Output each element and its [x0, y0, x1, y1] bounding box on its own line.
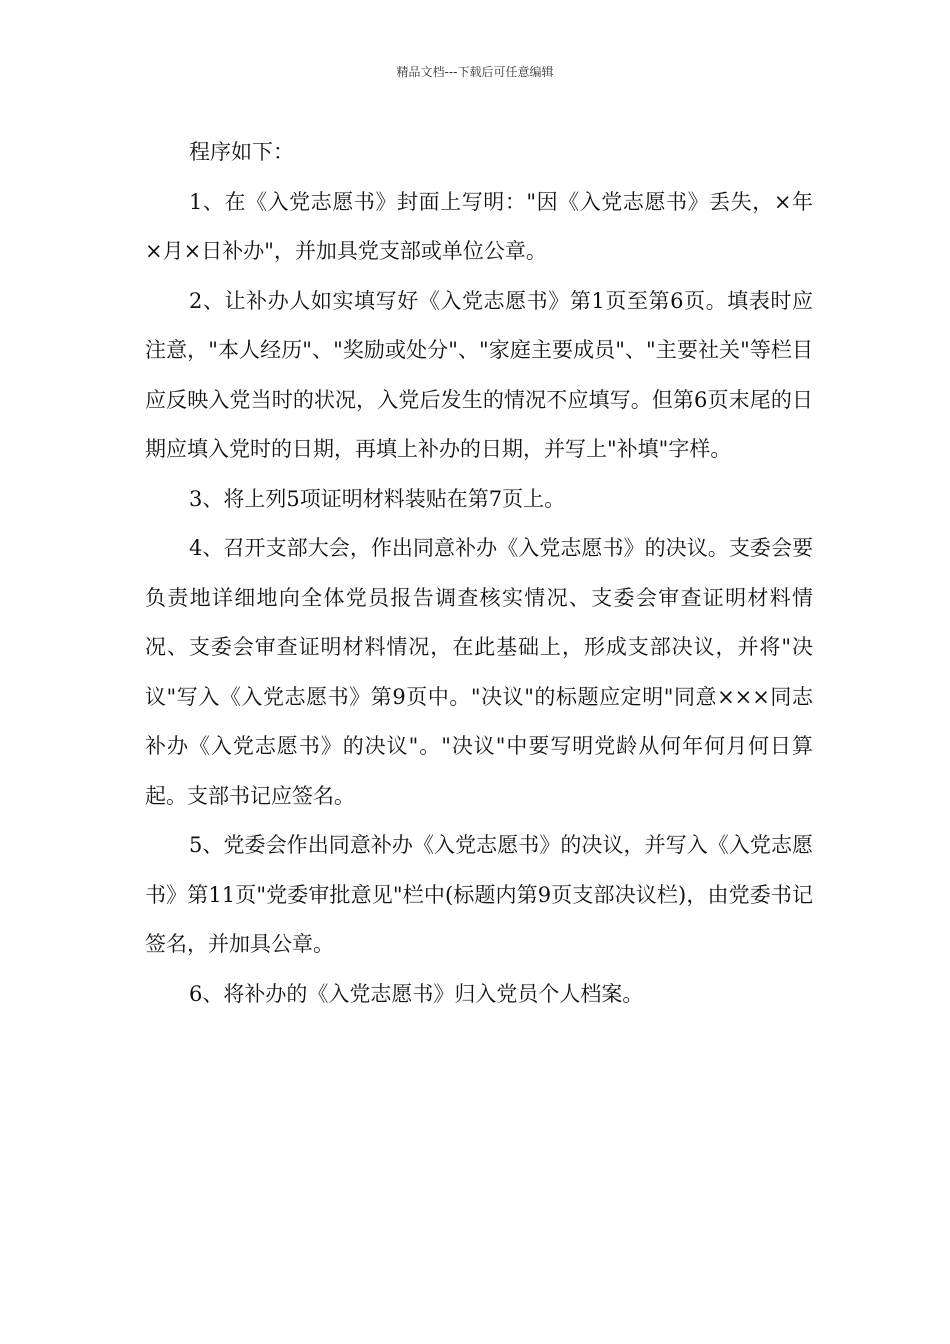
paragraph-step-4: 4、召开支部大会，作出同意补办《入党志愿书》的决议。支委会要负责地详细地向全体党员报告调查核实情况、支委会审查证明材料情况、支委会审查证明材料情况，在此基础上，形成支部决议，并将"决议"写入《入党志愿书》第9页中。"决议"的标题应定明"同意×××同志补办《入党志愿书》的决议"。"决议"中要写明党龄从何年何月何日算起。支部书记应签名。	[145, 536, 813, 808]
paragraph-step-2: 2、让补办人如实填写好《入党志愿书》第1页至第6页。填表时应注意，"本人经历"、"奖励或处分"、"家庭主要成员"、"主要社关"等栏目应反映入党当时的状况，入党后发生的情况不应填写。但第6页末尾的日期应填入党时的日期，再填上补办的日期，并写上"补填"字样。	[145, 288, 813, 461]
paragraph-step-1: 1、在《入党志愿书》封面上写明："因《入党志愿书》丢失，×年×月×日补办"，并加具党支部或单位公章。	[145, 189, 813, 263]
paragraph-step-6: 6、将补办的《入党志愿书》归入党员个人档案。	[189, 981, 644, 1006]
page-header: 精品文档---下载后可任意编辑	[396, 65, 554, 79]
paragraph-intro: 程序如下：	[189, 140, 294, 164]
paragraph-step-5: 5、党委会作出同意补办《入党志愿书》的决议，并写入《入党志愿书》第11页"党委审批意见"栏中(标题内第9页支部决议栏)，由党委书记签名，并加具公章。	[145, 833, 813, 956]
document-body	[145, 128, 813, 1019]
paragraph-step-3: 3、将上列5项证明材料装贴在第7页上。	[189, 486, 566, 511]
